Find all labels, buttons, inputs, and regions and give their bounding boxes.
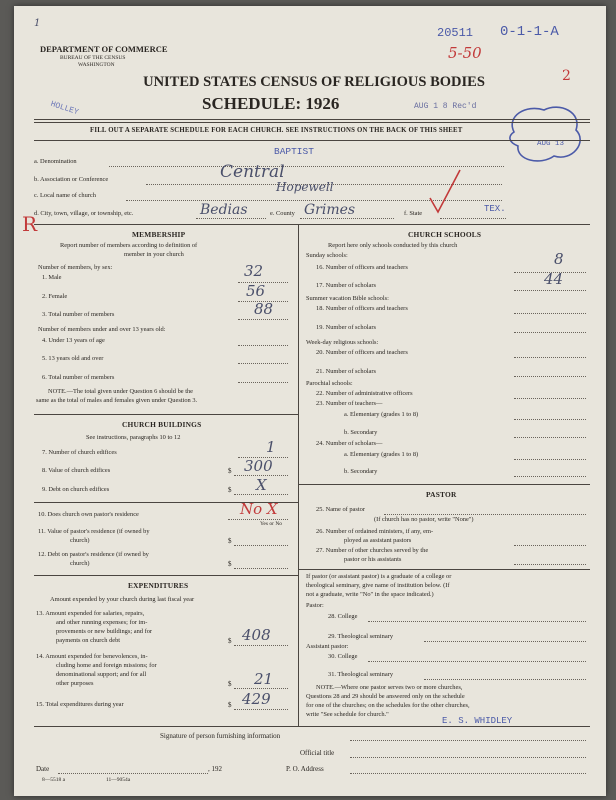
q8-label: 8. Value of church edifices: [42, 467, 111, 474]
q8-dollar: $: [228, 467, 232, 475]
q4-label: 4. Under 13 years of age: [42, 337, 105, 344]
graduate-note-3: not a graduate, write "No" in the space indicated.): [306, 591, 434, 598]
date-label: Date: [36, 765, 50, 773]
q29-label: 29. Theological seminary: [328, 633, 394, 640]
separate-schedule-instruction: FILL OUT A SEPARATE SCHEDULE FOR EACH CHURCH. SEE INSTRUCTIONS ON THE BACK OF THIS SHEET: [90, 127, 463, 134]
assistant-label: Assistant pastor:: [306, 643, 349, 650]
department-name: DEPARTMENT OF COMMERCE: [40, 44, 168, 54]
code-stamp: 0-1-1-A: [500, 24, 559, 40]
q16-value: 8: [554, 250, 564, 268]
county-label: e. County: [270, 210, 295, 217]
pastor-label: Pastor:: [306, 602, 324, 609]
serial-stamp: 20511: [437, 26, 474, 40]
form-number-2: 11—9054a: [106, 777, 131, 783]
association-label: b. Association or Conference: [34, 176, 109, 183]
received-circle-stamp: [504, 102, 590, 168]
q26-label: 26. Number of ordained ministers, if any, em-: [316, 528, 434, 535]
membership-intro-2: member in your church: [124, 251, 184, 258]
association-value: Central: [220, 162, 285, 182]
weekday-label: Week-day religious schools:: [306, 339, 379, 346]
state-value: TEX.: [484, 204, 506, 214]
holley-stamp: HOLLEY: [49, 99, 80, 118]
yes-no-hint: Yes or No: [260, 521, 283, 527]
pastor-note-3: for one of the churches; on the schedules for the other churches,: [306, 702, 470, 709]
q13-value: 408: [242, 626, 271, 644]
q9-label: 9. Debt on church edifices: [42, 486, 110, 493]
denomination-label: a. Denomination: [34, 158, 77, 165]
q5-label: 5. 13 years old and over: [42, 355, 104, 362]
city-value: Bedias: [200, 202, 248, 218]
q13-dollar: $: [228, 637, 232, 645]
city-label: d. City, town, village, or township, etc.: [34, 210, 134, 217]
header-rule: [34, 119, 590, 120]
column-divider: [298, 224, 299, 726]
q31-label: 31. Theological seminary: [328, 671, 394, 678]
q2-female-label: 2. Female: [42, 293, 68, 300]
q1-male-label: 1. Male: [42, 274, 62, 281]
signature-label: Signature of person furnishing information: [160, 732, 281, 740]
check-mark: [428, 168, 462, 216]
schools-intro: Report here only schools conducted by this church: [328, 242, 458, 249]
local-name-value: Hopewell: [276, 180, 334, 194]
q21-label: 21. Number of scholars: [316, 368, 376, 375]
q23-label: 23. Number of teachers—: [316, 400, 383, 407]
q17-value: 44: [544, 270, 564, 288]
header-rule-2: [34, 122, 590, 123]
q19-label: 19. Number of scholars: [316, 324, 376, 331]
review-mark: R: [22, 212, 38, 236]
q14-label-4: other purposes: [56, 680, 94, 687]
page-number: 2: [562, 68, 571, 84]
q15-label: 15. Total expenditures during year: [36, 701, 124, 708]
q9-value: X: [256, 476, 267, 494]
membership-heading: MEMBERSHIP: [132, 230, 186, 239]
q24a-label: a. Elementary (grades 1 to 8): [344, 451, 419, 458]
summer-label: Summer vacation Bible schools:: [306, 295, 389, 302]
membership-note-2: same as the total of males and females given under Question 3.: [36, 397, 198, 404]
local-name-label: c. Local name of church: [34, 192, 96, 199]
po-address-label: P. O. Address: [286, 765, 324, 773]
q14-value: 21: [254, 670, 274, 688]
q3-total-value: 88: [254, 300, 274, 318]
buildings-heading: CHURCH BUILDINGS: [122, 420, 202, 429]
q13-label-2: and other running expenses; for im-: [56, 619, 148, 626]
form-number-1: 8—5518 a: [42, 777, 66, 783]
q27-label: 27. Number of other churches served by the: [316, 547, 429, 554]
q11-label-2: church): [70, 537, 90, 544]
q14-dollar: $: [228, 680, 232, 688]
signature-stamp: E. S. WHIDLEY: [442, 716, 513, 726]
q7-value: 1: [266, 438, 276, 456]
pastor-note-1: NOTE.—Where one pastor serves two or more churches,: [316, 684, 463, 691]
q16-label: 16. Number of officers and teachers: [316, 264, 408, 271]
q14-label-3: denominational support; and for all: [56, 671, 147, 678]
q2-female-value: 56: [246, 282, 266, 300]
q14-label: 14. Amount expended for benevolences, in-: [36, 653, 148, 660]
q12-label: 12. Debt on pastor's residence (if owned by: [38, 551, 149, 558]
q23b-label: b. Secondary: [344, 429, 378, 436]
q12-dollar: $: [228, 560, 232, 568]
aug-stamp: AUG 13: [537, 140, 565, 148]
reference-number: 5-50: [448, 44, 482, 62]
year-label: , 192: [208, 765, 222, 773]
q14-label-2: cluding home and foreign missions; for: [56, 662, 157, 669]
q30-label: 30. College: [328, 653, 358, 660]
expenditures-heading: EXPENDITURES: [128, 581, 189, 590]
expenditures-intro: Amount expended by your church during last fiscal year: [50, 596, 195, 603]
buildings-intro: See instructions, paragraphs 10 to 12: [86, 434, 181, 441]
sunday-label: Sunday schools:: [306, 252, 348, 259]
q22-label: 22. Number of administrative officers: [316, 390, 413, 397]
pastor-heading: PASTOR: [426, 490, 457, 499]
q13-label: 13. Amount expended for salaries, repairs,: [36, 610, 145, 617]
q26-label-2: ployed as assistant pastors: [344, 537, 412, 544]
graduate-note-1: If pastor (or assistant pastor) is a graduate of a college or: [306, 573, 452, 580]
q15-value: 429: [242, 690, 271, 708]
q11-label: 11. Value of pastor's residence (if owned by: [38, 528, 150, 535]
q8-value: 300: [244, 457, 273, 475]
state-label: f. State: [404, 210, 423, 217]
form-title: UNITED STATES CENSUS OF RELIGIOUS BODIES: [143, 74, 485, 90]
official-title-label: Official title: [300, 749, 335, 757]
q27-label-2: pastor or his assistants: [344, 556, 402, 563]
membership-note-1: NOTE.—The total given under Question 6 should be the: [48, 388, 194, 395]
membership-intro-1: Report number of members according to definition of: [60, 242, 198, 249]
q12-label-2: church): [70, 560, 90, 567]
q25-label: 25. Name of pastor: [316, 506, 365, 513]
q7-label: 7. Number of church edifices: [42, 449, 117, 456]
q17-label: 17. Number of scholars: [316, 282, 376, 289]
pastor-note-2: Questions 28 and 29 should be answered only on the schedule: [306, 693, 465, 700]
q10-value: No X: [240, 500, 278, 518]
q1-male-value: 32: [244, 262, 264, 280]
q6-label: 6. Total number of members: [42, 374, 115, 381]
by-sex-label: Number of members, by sex:: [38, 264, 113, 271]
q13-label-3: provements or new buildings; and for: [56, 628, 153, 635]
q25-hint: (If church has no pastor, write "None"): [374, 516, 474, 523]
q3-total-label: 3. Total number of members: [42, 311, 115, 318]
q11-dollar: $: [228, 537, 232, 545]
q28-label: 28. College: [328, 613, 358, 620]
county-value: Grimes: [304, 202, 356, 218]
q15-dollar: $: [228, 701, 232, 709]
q20-label: 20. Number of officers and teachers: [316, 349, 408, 356]
bureau-name: BUREAU OF THE CENSUS: [60, 55, 126, 61]
q24b-label: b. Secondary: [344, 468, 378, 475]
q10-label: 10. Does church own pastor's residence: [38, 511, 139, 518]
corner-tick: 1: [34, 18, 41, 29]
q13-label-4: payments on church debt: [56, 637, 121, 644]
pastor-note-4: write "See schedule for church.": [306, 711, 389, 718]
parochial-label: Parochial schools:: [306, 380, 353, 387]
form-subtitle: SCHEDULE: 1926: [202, 94, 340, 113]
bureau-city: WASHINGTON: [78, 62, 115, 68]
q9-dollar: $: [228, 486, 232, 494]
census-schedule-page: [14, 6, 606, 796]
instruction-rule: [34, 140, 590, 141]
age-heading: Number of members under and over 13 years old:: [38, 326, 166, 333]
schools-heading: CHURCH SCHOOLS: [408, 230, 482, 239]
denomination-stamp: BAPTIST: [274, 146, 314, 157]
q23a-label: a. Elementary (grades 1 to 8): [344, 411, 419, 418]
q18-label: 18. Number of officers and teachers: [316, 305, 408, 312]
received-stamp: AUG 1 8 Rec'd: [414, 102, 477, 111]
graduate-note-2: theological seminary, give name of institution below. (If: [306, 582, 450, 589]
q24-label: 24. Number of scholars—: [316, 440, 383, 447]
